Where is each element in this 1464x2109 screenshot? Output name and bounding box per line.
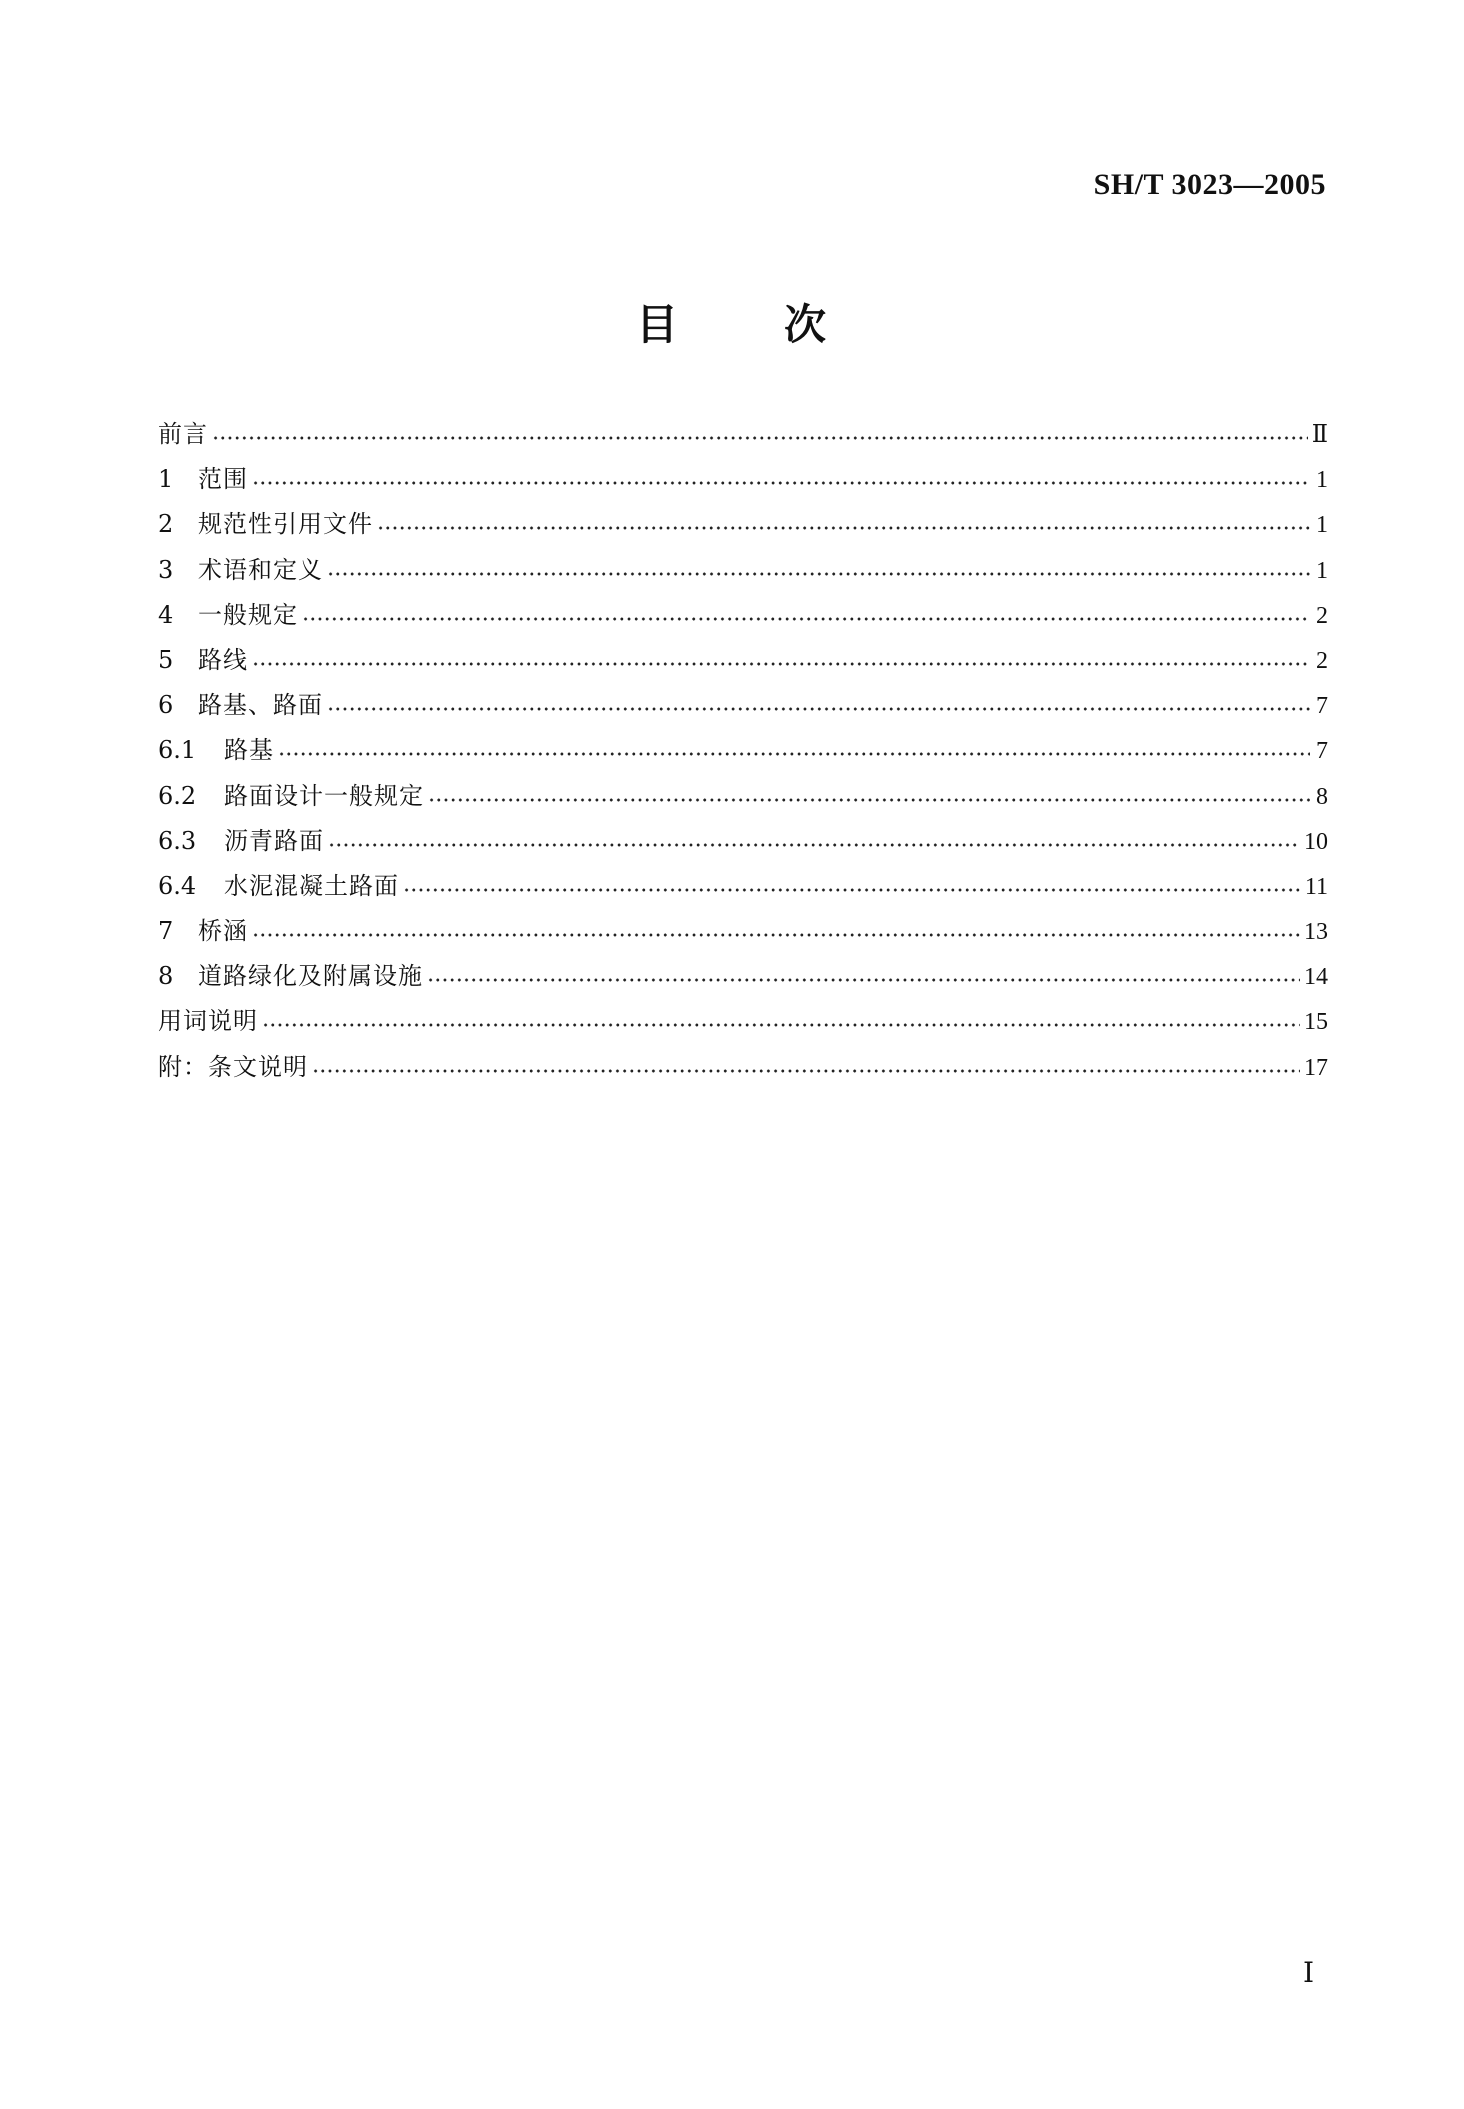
- toc-entry-1[interactable]: [158, 457, 1328, 502]
- toc-entry-page: 7: [1316, 693, 1328, 720]
- toc-entry-number: 6.3: [158, 826, 197, 855]
- toc-entry-label: 路线: [198, 645, 248, 674]
- dot-leader: [212, 436, 1308, 440]
- dot-leader: [428, 798, 1310, 802]
- dot-leader: [252, 933, 1300, 937]
- toc-entry-6-1[interactable]: [158, 728, 1328, 773]
- document-code: SH/T 3023—2005: [1093, 168, 1326, 201]
- toc-entry-page: 1: [1316, 512, 1328, 539]
- toc-entry-page: 7: [1316, 738, 1328, 765]
- toc-entry-6-3[interactable]: [158, 819, 1328, 864]
- toc-entry-number: 1: [158, 465, 174, 494]
- toc-entry-page: 1: [1316, 557, 1328, 584]
- toc-entry-label: 沥青路面: [224, 826, 324, 855]
- toc-entry-page: 11: [1304, 873, 1328, 900]
- toc-entry-terminology[interactable]: [158, 999, 1328, 1044]
- toc-entry-label: 路面设计一般规定: [224, 781, 424, 810]
- toc-entry-appendix[interactable]: [158, 1045, 1328, 1090]
- toc-entry-label: 路基、路面: [198, 691, 323, 720]
- dot-leader: [328, 843, 1300, 847]
- toc-title-char-2: 次: [784, 300, 829, 349]
- toc-entry-number: 6.2: [158, 781, 197, 810]
- toc-title: [0, 292, 1464, 352]
- toc-entry-label: 规范性引用文件: [198, 510, 373, 539]
- toc-entry-number: 5: [158, 645, 174, 674]
- toc-entry-label: 前言: [158, 420, 208, 448]
- toc-entry-label: 范围: [198, 465, 248, 494]
- dot-leader: [327, 707, 1310, 711]
- dot-leader: [377, 526, 1310, 530]
- dot-leader: [262, 1023, 1300, 1027]
- dot-leader: [327, 572, 1310, 576]
- dot-leader: [252, 662, 1310, 666]
- toc-entry-label: 桥涵: [198, 917, 248, 946]
- dot-leader: [278, 752, 1310, 756]
- toc-entry-number: 3: [158, 555, 174, 584]
- toc-entry-number: 2: [158, 510, 174, 539]
- toc-entry-label: 用词说明: [158, 1007, 258, 1036]
- toc-title-char-1: 目: [635, 300, 680, 349]
- toc-entry-page: 17: [1304, 1054, 1328, 1081]
- dot-leader: [403, 888, 1301, 892]
- toc-entry-5[interactable]: [158, 638, 1328, 683]
- toc-entry-page: 8: [1316, 783, 1328, 810]
- page-number: Ⅰ: [1302, 1958, 1314, 1989]
- toc-entry-6[interactable]: [158, 683, 1328, 728]
- toc-entry-foreword[interactable]: [158, 412, 1328, 457]
- toc-entry-page: 1: [1316, 467, 1328, 494]
- dot-leader: [252, 481, 1310, 485]
- toc-entry-number: 6.4: [158, 871, 197, 900]
- toc-entry-8[interactable]: [158, 954, 1328, 999]
- toc-entry-3[interactable]: [158, 548, 1328, 593]
- toc-entry-label: 路基: [224, 736, 274, 765]
- dot-leader: [312, 1069, 1300, 1073]
- toc-entry-6-4[interactable]: [158, 864, 1328, 909]
- toc-entry-page: 14: [1304, 964, 1328, 991]
- toc-entry-label: 术语和定义: [198, 555, 323, 584]
- toc-entry-number: 4: [158, 600, 174, 629]
- dot-leader: [302, 617, 1310, 621]
- toc-entry-number: 6: [158, 691, 174, 720]
- toc-entry-page: 2: [1316, 647, 1328, 674]
- dot-leader: [427, 978, 1300, 982]
- toc-entry-2[interactable]: [158, 502, 1328, 547]
- toc-entry-page: 10: [1304, 828, 1328, 855]
- toc-entry-number: 7: [158, 917, 174, 946]
- toc-entry-label: 一般规定: [198, 600, 298, 629]
- table-of-contents: [158, 412, 1328, 1090]
- toc-entry-page: 13: [1304, 919, 1328, 946]
- toc-entry-label: 道路绿化及附属设施: [198, 962, 423, 991]
- toc-entry-number: 6.1: [158, 736, 197, 765]
- toc-entry-label: 水泥混凝土路面: [224, 871, 399, 900]
- toc-entry-page: 2: [1316, 602, 1328, 629]
- toc-entry-page: Ⅱ: [1311, 422, 1328, 448]
- toc-entry-page: 15: [1304, 1009, 1328, 1036]
- toc-entry-label: 附：条文说明: [158, 1052, 308, 1081]
- toc-entry-6-2[interactable]: [158, 774, 1328, 819]
- toc-entry-number: 8: [158, 962, 174, 991]
- toc-entry-4[interactable]: [158, 593, 1328, 638]
- toc-entry-7[interactable]: [158, 909, 1328, 954]
